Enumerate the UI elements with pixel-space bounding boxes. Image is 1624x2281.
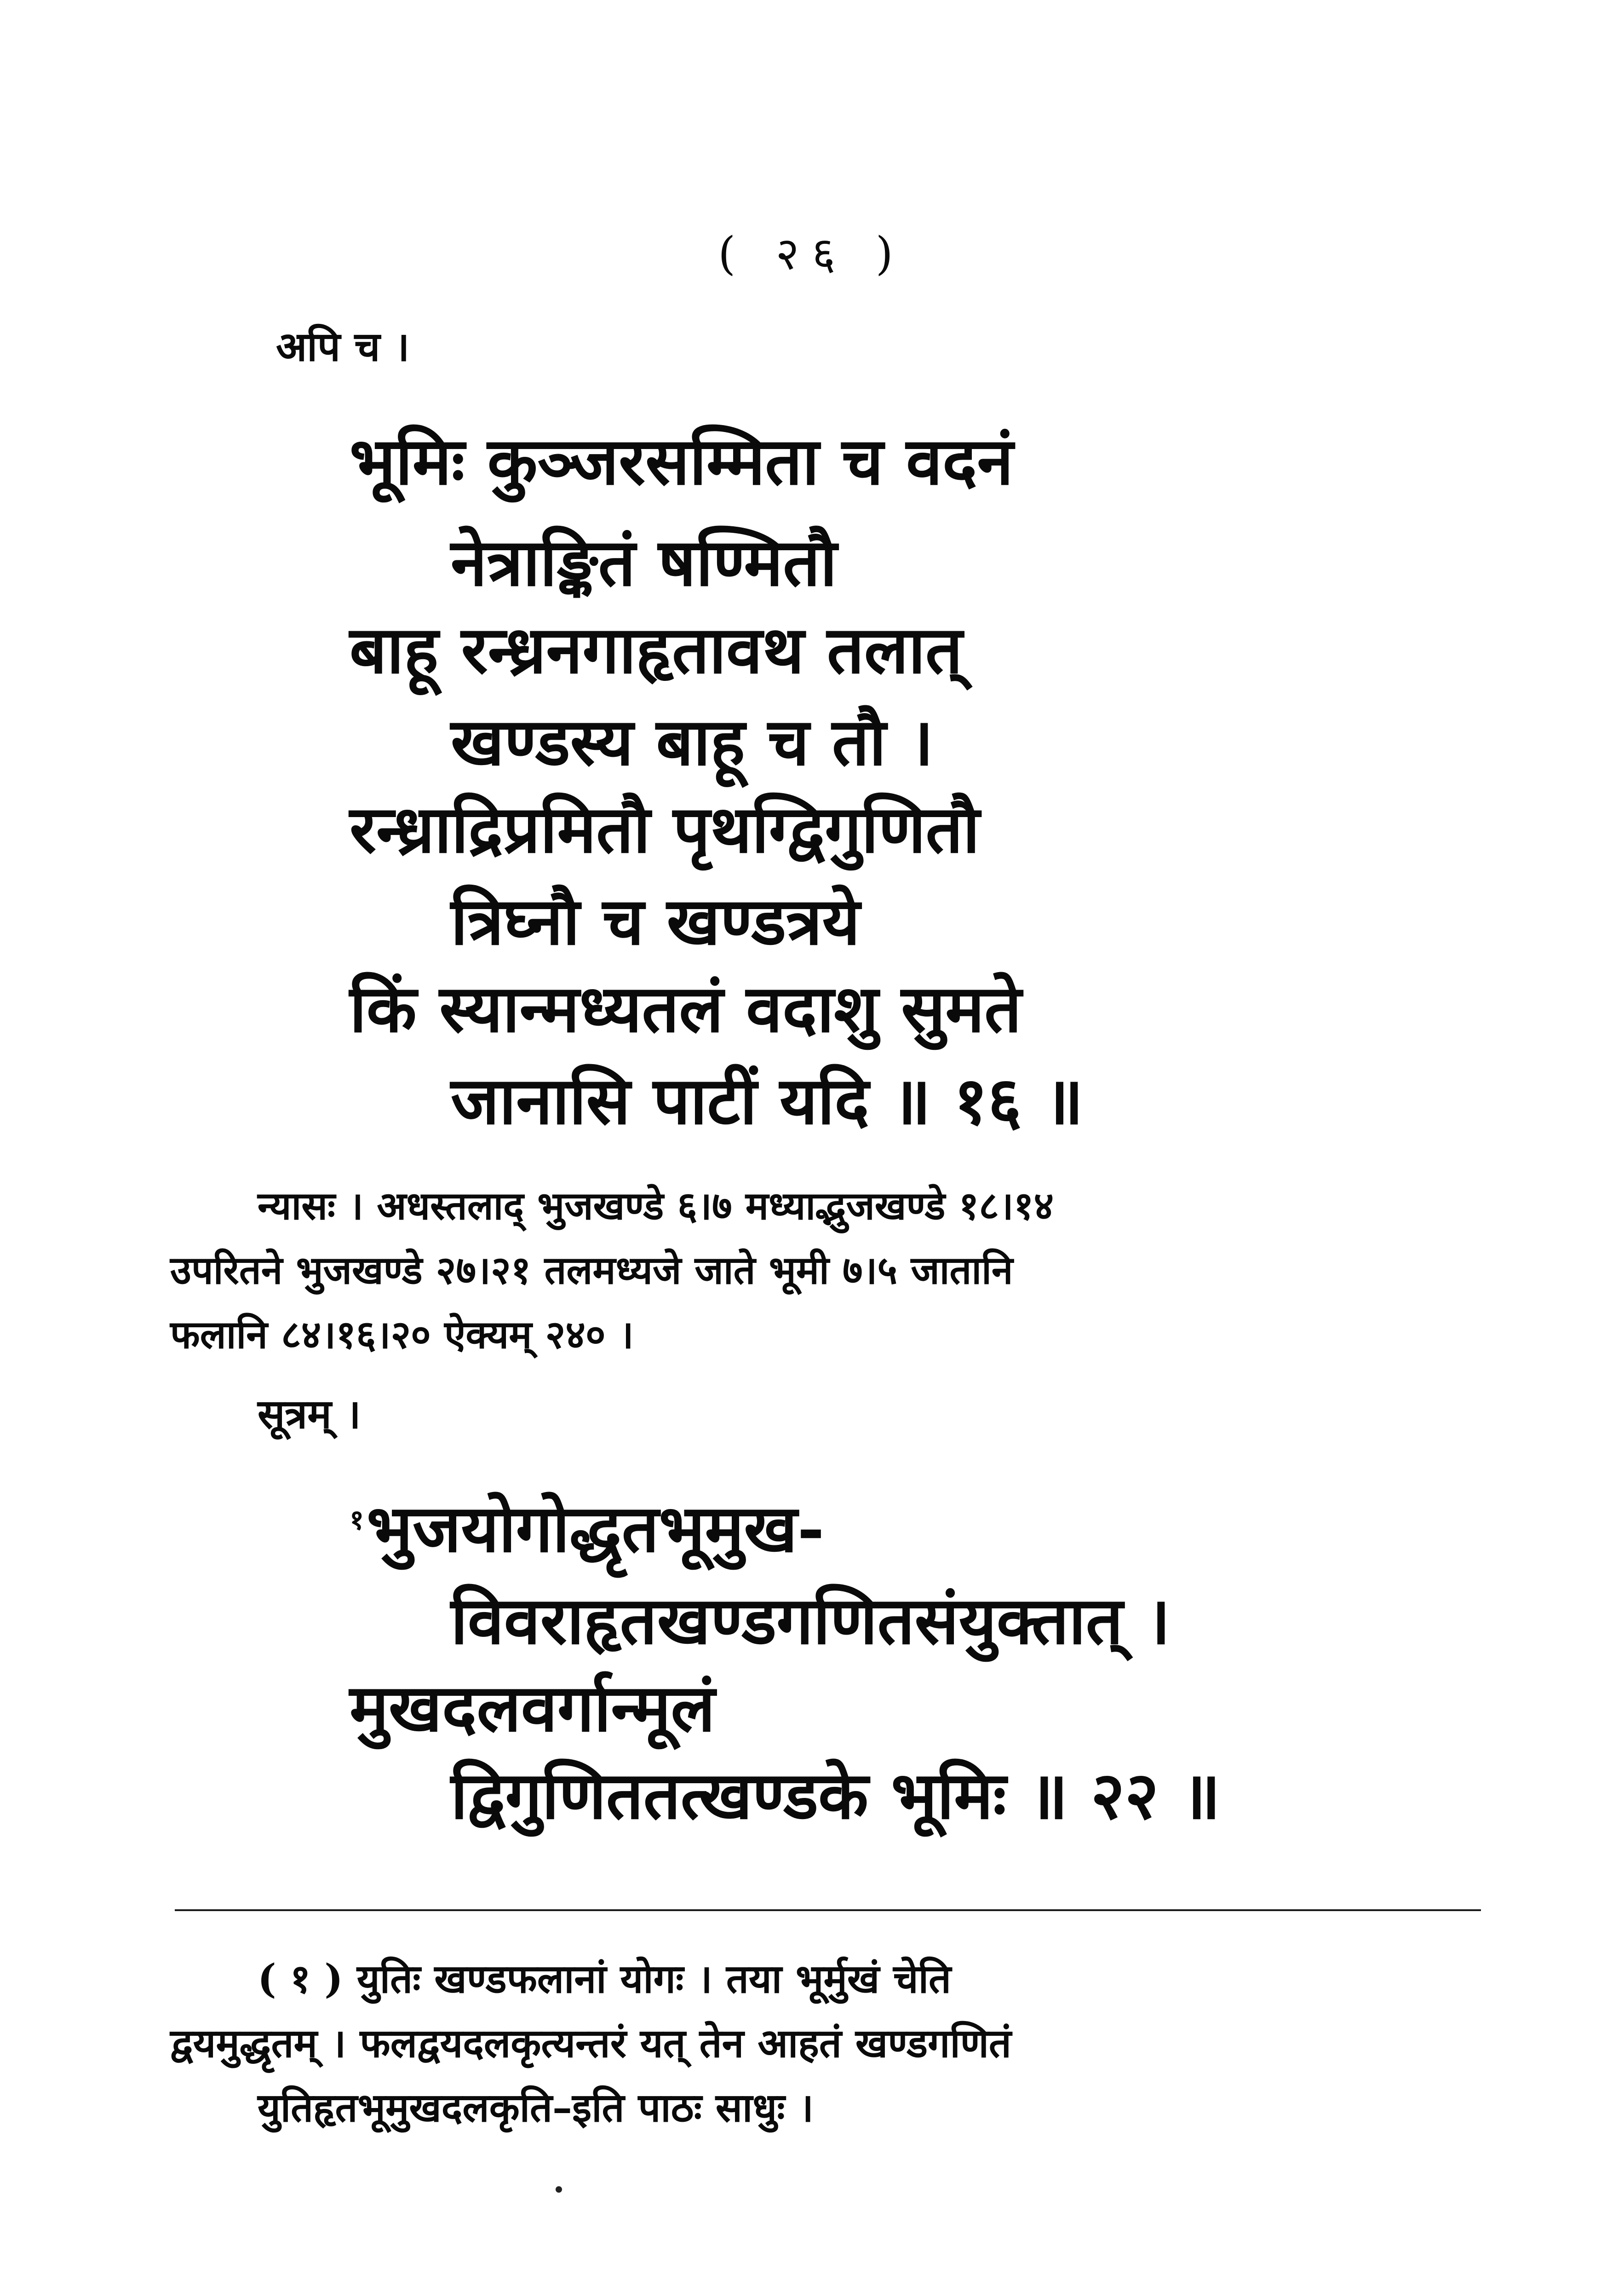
footnote-line-2: द्वयमुद्धृतम् । फलद्वयदलकृत्यन्तरं यत् तेन आहतं खण्डगणितं: [170, 2020, 1011, 2067]
verse-19-line-6: त्रिघ्नौ च खण्डत्रये: [451, 883, 860, 960]
verse-22-line-3: मुखदलवर्गान्मूलं: [350, 1670, 715, 1746]
nyasa-line-2: उपरितने भुजखण्डे २७।२१ तलमध्यजे जाते भूमी ७।५ जातानि: [170, 1247, 1013, 1293]
verse-19-line-2: नेत्राङ्कितं षण्मितौ: [451, 524, 837, 601]
verse-22-line-1-text: भुजयोगोद्धृतभूमुख-: [367, 1491, 825, 1567]
footnote-line-1: ( १ ) युतिः खण्डफलानां योगः । तया भूर्मुखं चेति: [258, 1956, 952, 2002]
heading-sutram: सूत्रम् ।: [258, 1390, 361, 1438]
footnote-line-3: युतिहृतभूमुखदलकृति–इति पाठः साधुः ।: [258, 2085, 814, 2131]
footnote-divider: [175, 1909, 1481, 1911]
footnote-marker: १: [350, 1503, 364, 1536]
verse-19-line-8: जानासि पाटीं यदि ॥ १६ ॥: [451, 1063, 1084, 1139]
verse-22-line-2: विवराहृतखण्डगणितसंयुक्तात् ।: [451, 1583, 1171, 1659]
nyasa-line-3: फलानि ८४।१६।२० ऐक्यम् २४० ।: [170, 1312, 634, 1357]
page-number: ( २६ ): [718, 228, 906, 280]
verse-19-line-7: किं स्यान्मध्यतलं वदाशु सुमते: [350, 971, 1022, 1047]
heading-api-cha: अपि च ।: [276, 323, 410, 370]
verse-19-line-3: बाहू रन्ध्रनगाहृतावथ तलात्: [350, 612, 963, 688]
ink-speck: [556, 2186, 562, 2193]
verse-22-line-4: द्विगुणिततत्खण्डके भूमिः ॥ २२ ॥: [451, 1757, 1221, 1834]
verse-19-line-1: भूमिः कुञ्जरसम्मिता च वदनं: [350, 423, 1014, 500]
nyasa-line-1: न्यासः । अधस्तलाद् भुजखण्डे ६।७ मध्याद्भुजखण्डे १८।१४: [258, 1183, 1054, 1228]
verse-22-line-1: [350, 1481, 825, 1571]
verse-19-line-4: खण्डस्य बाहू च तौ ।: [451, 704, 934, 780]
verse-19-line-5: रन्ध्राद्रिप्रमितौ पृथग्द्विगुणितौ: [350, 791, 980, 868]
